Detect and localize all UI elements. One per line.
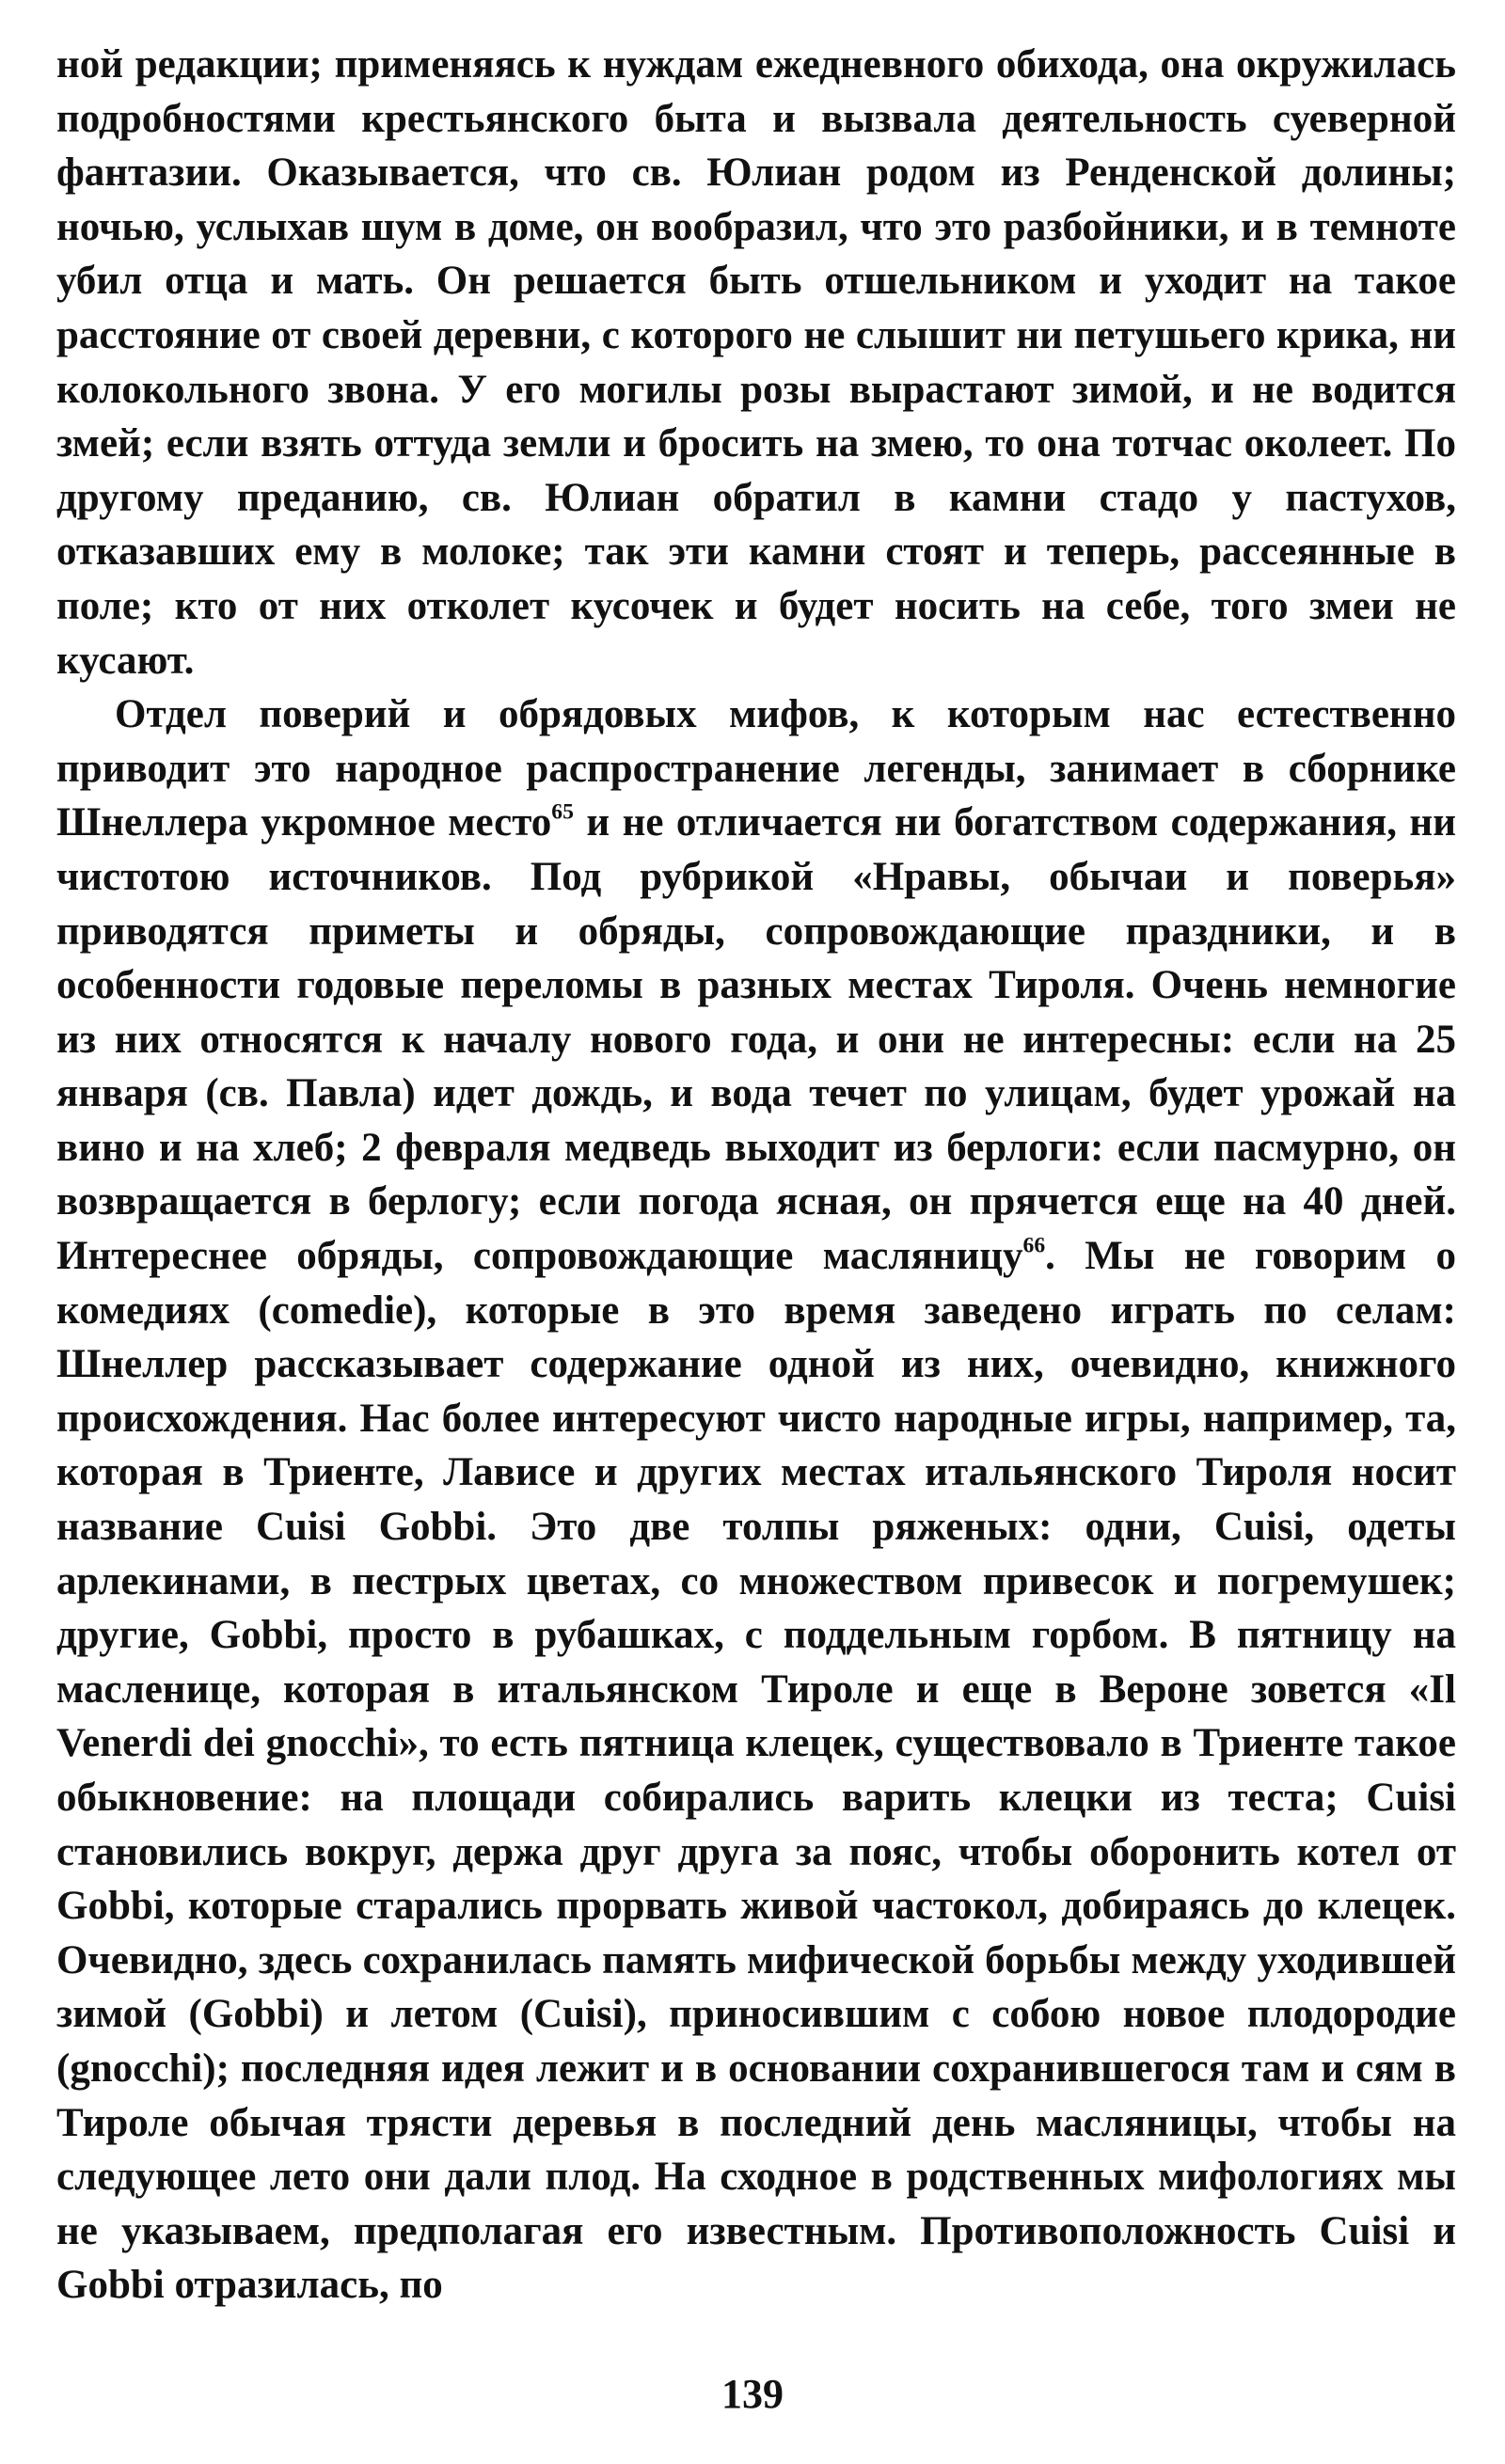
page-number: 139 <box>721 2371 784 2417</box>
paragraph <box>56 687 1456 2313</box>
footnote-ref-65: 65 <box>551 799 574 825</box>
text-segment: и не отличается ни богатством содержания, ни чистотою источников. Под рубрикой «Нравы, обычаи и поверья» приводятся приметы и обряды, сопровождающие праздники, и в особенности годовые переломы в разных местах Тироля. Очень немногие из них относятся к началу нового года, и они не интересны: если на 25 января (св. Павла) идет дождь, и вода течет по улицам, будет урожай на вино и на хлеб; 2 февраля медведь выходит из берлоги: если пасмурно, он возвращается в берлогу; если погода ясная, он прячется еще на 40 дней. Интереснее обряды, сопровождающие масляницу <box>56 800 1456 1279</box>
paragraph <box>56 38 1456 687</box>
text-segment: ной редакции; применяясь к нуждам ежедневного обихода, она окружилась подробностями крестьянского быта и вызвала деятельность суеверной фантазии. Оказывается, что св. Юлиан родом из Ренденской долины; ночью, услыхав шум в доме, он вообразил, что это разбойники, и в темноте убил отца и мать. Он решается быть отшельником и уходит на такое расстояние от своей деревни, с которого не слышит ни петушьего крика, ни колокольного звона. У его могилы розы вырастают зимой, и не водится змей; если взять оттуда земли и бросить на змею, то она тотчас околеет. По другому преданию, св. Юлиан обратил в камни стадо у пастухов, отказавших ему в молоке; так эти камни стоят и теперь, рассеянные в поле; кто от них отколет кусочек и будет носить на себе, того змеи не кусают. <box>56 42 1456 683</box>
text-segment: Отдел поверий и обрядовых мифов, к которым нас естественно приводит это народное распространение легенды, занимает в сборнике Шнеллера укромное место <box>56 692 1456 845</box>
text-segment: . Мы не говорим о комедиях (comedie), которые в это время заведено играть по селам: Шнеллер рассказывает содержание одной из них, очевидно, книжного происхождения. Нас более интересуют чисто народные игры, например, та, которая в Триенте, Лависе и других местах итальянского Тироля носит название Cuisi Gobbi. Это две толпы ряженых: одни, Cuisi, одеты арлекинами, в пестрых цветах, со множеством привесок и погремушек; другие, Gobbi, просто в рубашках, с поддельным горбом. В пятницу на масленице, которая в итальянском Тироле и еще в Вероне зовется «Il Venerdi dei gnocchi», то есть пятница клецек, существовало в Триенте такое обыкновение: на площади собирались варить клецки из теста; Cuisi становились вокруг, держа друг друга за пояс, чтобы оборонить котел от Gobbi, которые старались прорвать живой частокол, добираясь до клецек. Очевидно, здесь сохранилась память мифической борьбы между уходившей зимой (Gobbi) и летом (Cuisi), приносившим с собою новое плодородие (gnocchi); последняя идея лежит и в основании сохранившегося там и сям в Тироле обычая трясти деревья в последний день масляницы, чтобы на следующее лето они дали плод. На сходное в родственных мифологиях мы не указываем, предполагая его известным. Противоположность Cuisi и Gobbi отразилась, по <box>56 1234 1456 2308</box>
footnote-ref-66: 66 <box>1022 1233 1046 1258</box>
body-text <box>56 38 1456 2313</box>
